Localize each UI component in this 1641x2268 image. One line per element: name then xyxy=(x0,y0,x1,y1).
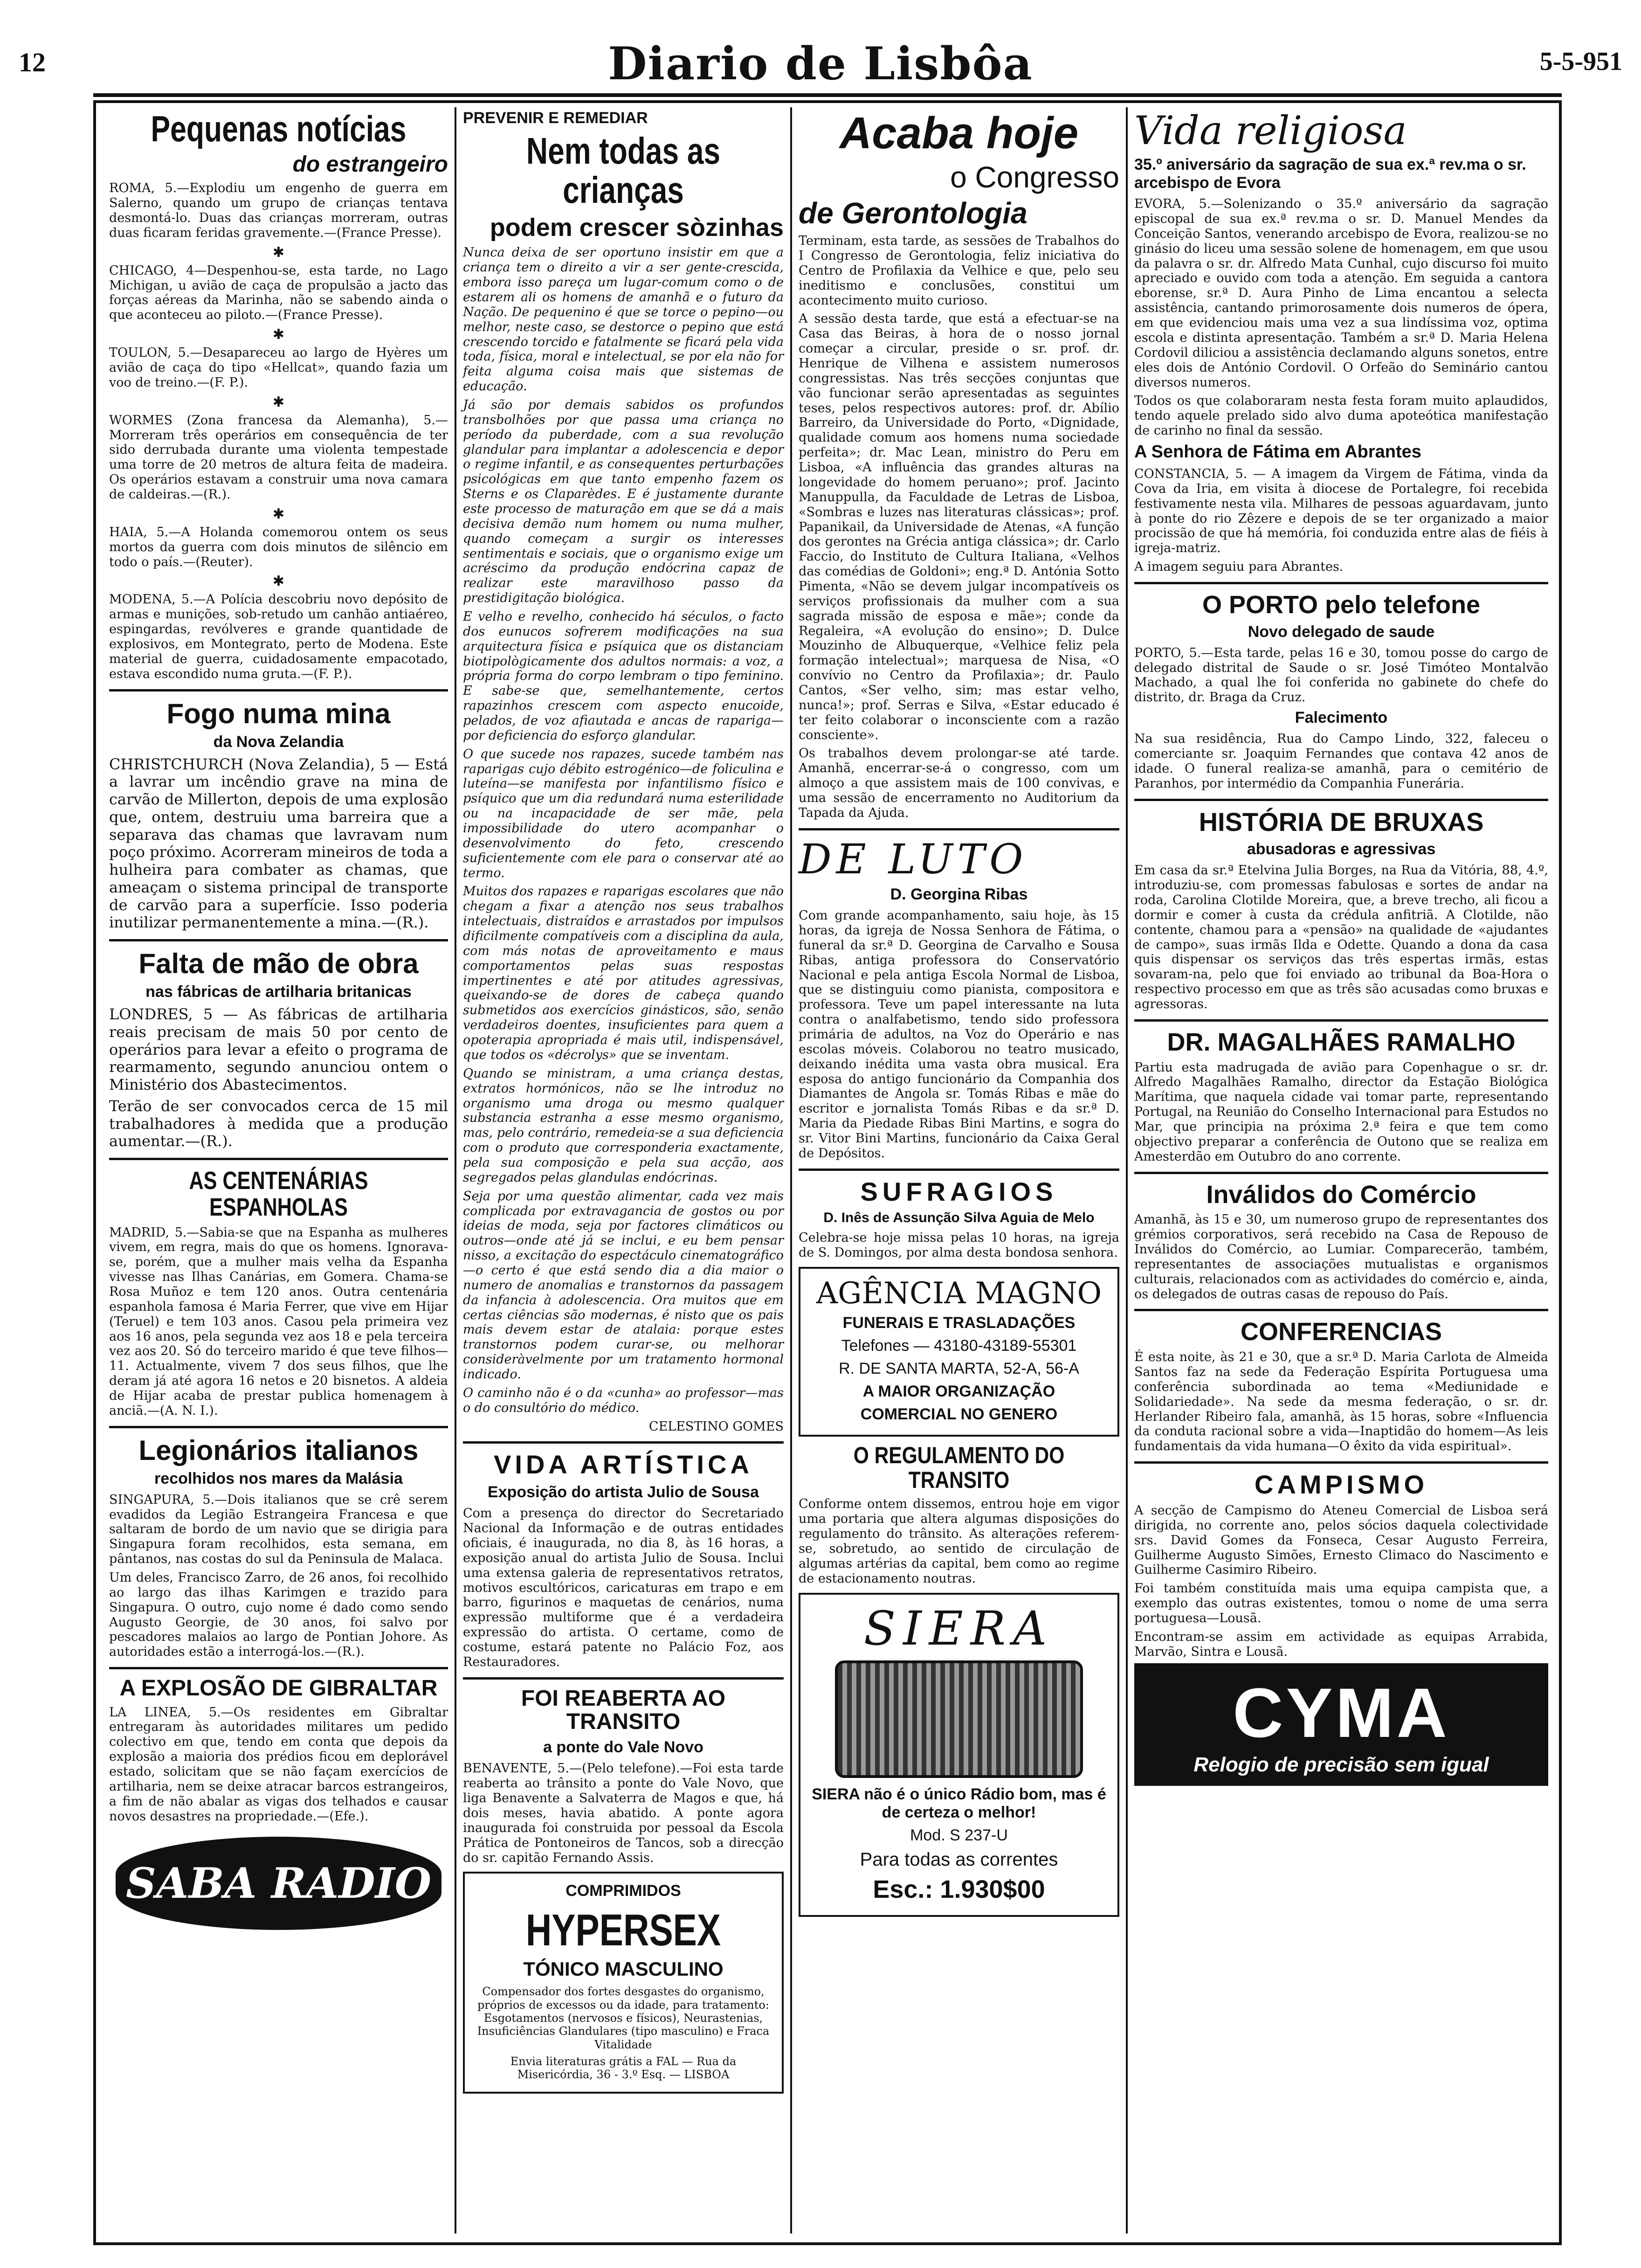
divider xyxy=(109,689,448,691)
headline: Pequenas notícias xyxy=(151,108,407,149)
subheadline: nas fábricas de artilharia britanicas xyxy=(145,983,412,1001)
ad-brand: HYPERSEX xyxy=(525,1905,721,1956)
divider xyxy=(463,1441,784,1444)
subheadline: o Congresso xyxy=(950,160,1119,194)
ad-text: A MAIOR ORGANIZAÇÃO xyxy=(862,1383,1055,1401)
divider xyxy=(1134,1309,1548,1311)
ad-text: SIERA não é o único Rádio bom, mas é de certeza o melhor! xyxy=(812,1785,1106,1821)
article-paragraph: Partiu esta madrugada de avião para Copenhague o sr. dr. Alfredo Magalhães Ramalho, director da Estação Biológica Marítima, que naquela cidade vai tomar parte, representando Portugal, na Reunião do Conselho Internacional para Estudos no Mar, que principia na próxima 2.ª feira e que tem como objectivo preparar a conferência de Outono que se realiza em Amesterdão em Outubro do ano corrente. xyxy=(1134,1060,1548,1164)
ad-text: FUNERAIS E TRASLADAÇÕES xyxy=(842,1314,1076,1332)
subheadline: 35.º aniversário da sagração de sua ex.ª rev.ma o sr. arcebispo de Evora xyxy=(1134,156,1526,192)
article-paragraph: O que sucede nos rapazes, sucede também nas raparigas cujo débito estrogénico—de foliculina e luteína—se manifesta por infantilismo físico e psíquico que um dia redundará numa esterilidade ou na incapacidade de ser mãe, pela impossibilidade do utero acompanhar o desenvolvimento do feto, crescendo suficientemente com ele para o conservar até ao termo. xyxy=(463,747,784,880)
subheadline: da Nova Zelandia xyxy=(213,733,344,751)
saba-radio-ad xyxy=(109,1830,448,1936)
article-paragraph: TOULON, 5.—Desapareceu ao largo de Hyères um avião de caça do tipo «Hellcat», quando fazia um voo de treino.—(F. P.). xyxy=(109,346,448,390)
divider xyxy=(463,1677,784,1680)
article-paragraph: Terminam, esta tarde, as sessões de Trabalhos do I Congresso de Gerontologia, feliz iniciativa do Centro de Profilaxia da Velhice e que, pelo seu ineditismo e conclusões, constitui um acontecimento muito curioso. xyxy=(799,234,1119,308)
headline: DE LUTO xyxy=(799,835,1028,883)
article-paragraph: A sessão desta tarde, que está a efectuar-se na Casa das Beiras, à hora de o nosso jornal começar a circular, preside o sr. prof. dr. Henrique de Vilhena e assistem numerosos congressistas. Nas três secções conjuntas que vão funcionar serão apresentadas as seguintes teses, pelos respectivos autores: prof. dr. Abílio Barreiro, da Universidade do Porto, «Dignidade, qualidade comum aos homens numa sociedade perfeita»; dr. Mac Lean, ministro do Peru em Lisboa, «A influência das grandes alturas na longevidade do homem peruano»; prof. Jacinto Manuppulla, da Faculdade de Letras de Lisboa, «Sombras e luzes nas literaturas clássicas»; prof. Papanikail, da Universidade de Atenas, «A função dos gerontes na Grécia antiga clássica»; dr. Carlo Faccio, do Instituto de Cultura Italiana, «Velhos das comédias de Goldoni»; eng.ª D. Antónia Sotto Pimenta, «Não se devem julgar incompatíveis os serviços profissionais da mulher com a sua sagrada missão de esposa e mãe»; conde da Regaleira, «A evolução do ensino»; D. Dulce Mouzinho de Albuquerque, «Velhice feliz pela formação intelectual»; marquesa de Nisa, «O convívio no Centro da Profilaxia»; dr. Paulo Cantos, «Ser velho, sim; mas estar velho, nunca!»; prof. Serras e Silva, «Estar educado é ter feito colaborar o inconsciente com a razão consciente». xyxy=(799,311,1119,742)
separator-star: ✱ xyxy=(272,573,285,590)
article-paragraph: Muitos dos rapazes e raparigas escolares que não chegam a fixar a atenção nos seus trabalhos intelectuais, distraídos e arrastados por impulsos dificilmente compatíveis com a disciplina da aula, com más notas de aproveitamento e maus comportamentos pelas suas respostas impertinentes e até por atitudes agressivas, queixando-se de dores de cabeça quando submetidos aos exercícios ginásticos, são, senão verdadeiros doentes, insuficientes para quem a opoterapia apropriada é mais util, indispensável, que todos os «décrolys» que se inventam. xyxy=(463,884,784,1062)
article-paragraph: WORMES (Zona francesa da Alemanha), 5.—Morreram três operários em consequência de ter sido derrubada durante uma violenta tempestade uma torre de 20 metros de altura feita de madeira. Os operários estavam a construir uma nova camara de caldeiras.—(R.). xyxy=(109,413,448,502)
subheadline: podem crescer sòzinhas xyxy=(490,213,784,242)
article-paragraph: Conforme ontem dissemos, entrou hoje em vigor uma portaria que altera algumas disposições do regulamento do trânsito. As alterações referem-se, sobretudo, ao sentido de circulação de algumas artérias da capital, bem como ao regime de estacionamento noutras. xyxy=(799,1497,1119,1586)
headline: O PORTO pelo telefone xyxy=(1202,590,1481,619)
masthead xyxy=(19,37,1622,89)
column-3 xyxy=(790,107,1126,2233)
subheadline: recolhidos nos mares da Malásia xyxy=(154,1469,403,1487)
radio-illustration xyxy=(835,1660,1083,1778)
headline: Legionários italianos xyxy=(138,1434,419,1466)
divider xyxy=(109,1158,448,1160)
article-paragraph: Um deles, Francisco Zarro, de 26 anos, foi recolhido ao largo das ilhas Karimgen e trazido para Singapura. O outro, cujo nome é dado como sendo Augusto Georgie, de 30 anos, foi salvo por pescadores malaios ao largo de Pontian Johore. As autoridades estão a interrogá-los.—(R.). xyxy=(109,1570,448,1660)
siera-radio-ad xyxy=(799,1593,1119,1917)
headline: VIDA ARTÍSTICA xyxy=(494,1450,753,1480)
page-number: 12 xyxy=(19,47,46,77)
issue-date: 5-5-951 xyxy=(1539,47,1622,76)
article-paragraph: Encontram-se assim em actividade as equipas Arrabida, Marvão, Sintra e Lousã. xyxy=(1134,1629,1548,1659)
column-4 xyxy=(1126,107,1555,2233)
headline: O REGULAMENTO DO TRANSITO xyxy=(853,1442,1065,1493)
headline: Fogo numa mina xyxy=(166,698,391,729)
cyma-ad xyxy=(1134,1663,1548,1786)
divider xyxy=(1134,799,1548,801)
headline: SUFRAGIOS xyxy=(860,1176,1058,1206)
article-paragraph: Com grande acompanhamento, saiu hoje, às 15 horas, da igreja de Nossa Senhora de Fátima, o funeral da sr.ª D. Georgina de Carvalho e Sousa Ribas, antiga professora do Conservatório Nacional e pela antiga Escola Normal de Lisboa, que se distinguiu como pianista, compositora e professora. Teve um papel interessante na luta contra o analfabetismo, tendo sido professora primária de adultos, na Voz do Operário e nas escolas móveis. Colaborou no teatro musicado, deixando inédita uma vasta obra musical. Era esposa do antigo funcionário da Companhia dos Diamantes de Angola sr. Tomás Ribas e mãe do escritor e jornalista Tomás Ribas e da sr.ª D. Maria da Piedade Ribas Bini Martins, e sogra do sr. Vitor Bini Martins, funcionário da Caixa Geral de Depósitos. xyxy=(799,908,1119,1161)
headline: A Senhora de Fátima em Abrantes xyxy=(1134,442,1421,462)
article-paragraph: Já são por demais sabidos os profundos transbolhões por que passa uma criança no período da puberdade, com a sua revolução glandular para implantar a adolescencia e depor o regime infantil, e as consequentes perturbações psicológicas em que tanto empenho fazem os Sterns e os Claparèdes. E é justamente durante este processo de maturação em que se dá a mais decisiva demão num homem ou numa mulher, quando começam a surgir os interesses sentimentais e sociais, que o organismo exige um acréscimo da produção endócrina capaz de realizar este maravilhoso passo da prestidigitação biológica. xyxy=(463,397,784,606)
article-paragraph: Os trabalhos devem prolongar-se até tarde. Amanhã, encerrar-se-á o congresso, com um almoço a que assistem mais de 100 convivas, e uma sessão de encerramento no Auditorium da Tapada da Ajuda. xyxy=(799,746,1119,820)
divider xyxy=(799,1169,1119,1171)
article-paragraph: Em casa da sr.ª Etelvina Julia Borges, na Rua da Vitória, 88, 4.º, introduziu-se, com promessas fabulosas e sortes de andar na roda, Carolina Clotilde Moreira, que, a breve trecho, ali ficou a dormir e comer à custa da crédula anfitriã. A Clotilde, não contente, chamou para a «pensão» na qualidade de «ajudantes de campo», suas irmãs Ilda e Odette. Quando a dona da casa quis dispensar os serviços das três espertas irmãs, estas sovaram-na, pelo que foi enviado ao tribunal da Boa-Hora o respectivo processo em que as três são acusadas como bruxas e agressoras. xyxy=(1134,863,1548,1012)
article-paragraph: HAIA, 5.—A Holanda comemorou ontem os seus mortos da guerra com dois minutos de silêncio em todo o país.—(Reuter). xyxy=(109,525,448,569)
ad-text: Telefones — 43180-43189-55301 xyxy=(841,1337,1077,1355)
ad-text: COMERCIAL NO GENERO xyxy=(860,1405,1058,1424)
subheadline: a ponte do Vale Novo xyxy=(543,1738,703,1756)
article-paragraph: MADRID, 5.—Sabia-se que na Espanha as mulheres vivem, em regra, mais do que os homens. Ignorava-se, porém, que a mulher mais velha da Espanha vivesse nas Ilhas Canárias, em Gomera. Chama-se Rosa Muñoz e tem 120 anos. Outra centenária espanhola famosa é Maria Ferrer, que vive em Hijar (Teruel) e tem 103 anos. Casou pela primeira vez aos 16 anos, pela segunda vez aos 18 e pela terceira vez aos 20. Só do terceiro marido é que teve filhos—11. Actualmente, vivem 7 dos seus filhos, que lhe deram já até agora 16 netos e 20 bisnetos. A aldeia de Hijar acaba de prestar publica homenagem à anciã.—(A. N. I.). xyxy=(109,1225,448,1418)
agencia-magno-ad xyxy=(799,1267,1119,1437)
ad-brand: AGÊNCIA MAGNO xyxy=(816,1276,1102,1311)
ad-text: Mod. S 237-U xyxy=(910,1826,1008,1844)
article-paragraph: BENAVENTE, 5.—(Pelo telefone).—Foi esta tarde reaberta ao trânsito a ponte do Vale Novo, que liga Benavente a Salvaterra de Magos e que, há dois meses, havia abatido. A ponte agora inaugurada foi construida por pessoal da Escola Prática de Pontoneiros de Tancos, sob a direcção do sr. capitão Fernando Assis. xyxy=(463,1761,784,1865)
divider xyxy=(1134,1461,1548,1464)
headline: DR. MAGALHÃES RAMALHO xyxy=(1167,1028,1516,1056)
article-paragraph: ROMA, 5.—Explodiu um engenho de guerra em Salerno, quando um grupo de crianças tentava desmontá-lo. Duas das crianças morreram, outras duas ficaram feridas gravemente.—(France Presse). xyxy=(109,181,448,240)
saba-logo: SABA RADIO xyxy=(116,1837,441,1930)
divider xyxy=(109,939,448,941)
signature: CELESTINO GOMES xyxy=(648,1419,784,1434)
subheadline: Novo delegado de saude xyxy=(1248,622,1435,641)
headline: Inválidos do Comércio xyxy=(1206,1180,1476,1209)
article-paragraph: O caminho não é o da «cunha» ao professor—mas o do consultório do médico. xyxy=(463,1385,784,1415)
ad-text: COMPRIMIDOS xyxy=(565,1882,681,1900)
ad-text: Compensador dos fortes desgastes do organismo, próprios de excessos ou da idade, para tratamento: Esgotamentos (nervosos e físicos), Neurastenias, Insuficiências Glandulares (tipo masculino) e Fraca Vitalidade xyxy=(477,1985,770,2051)
divider xyxy=(1134,582,1548,584)
headline: Vida religiosa xyxy=(1134,108,1407,153)
headline: HISTÓRIA DE BRUXAS xyxy=(1199,807,1484,837)
hypersex-ad xyxy=(463,1872,784,2093)
headline: CAMPISMO xyxy=(1255,1470,1428,1500)
article-paragraph: PORTO, 5.—Esta tarde, pelas 16 e 30, tomou posse do cargo de delegado distrital de Saude o sr. José Timóteo Montalvão Machado, a qual lhe foi conferida no gabinete do chefe do distrito, dr. Braga da Cruz. xyxy=(1134,645,1548,705)
separator-star: ✱ xyxy=(272,244,285,261)
subheadline: de Gerontologia xyxy=(799,196,1027,230)
article-paragraph: CHICAGO, 4—Despenhou-se, esta tarde, no Lago Michigan, u avião de caça de propulsão a jacto das forças aéreas da Marinha, não se sabendo ainda o que aconteceu ao piloto.—(France Presse). xyxy=(109,263,448,323)
ad-text: Para todas as correntes xyxy=(860,1849,1058,1870)
article-paragraph: Todos os que colaboraram nesta festa foram muito aplaudidos, tendo aquele prelado sido alvo duma apoteótica manifestação de carinho no final da sessão. xyxy=(1134,394,1548,438)
headline: FOI REABERTA AO TRANSITO xyxy=(521,1686,726,1735)
subheadline: Falecimento xyxy=(1295,709,1388,727)
headline: Nem todas as crianças xyxy=(526,130,721,211)
article-paragraph: Com a presença do director do Secretariado Nacional da Informação e de outras entidades oficiais, é inaugurada, no dia 8, às 16 horas, a exposição anual do artista Julio de Sousa. Inclui uma extensa galeria de representativos retratos, motivos escultóricos, caricaturas em trapo e em barro, figurinos e maquetas de cenários, numa expressão multiforme que é a verdadeira expressão do artista. O certame, como de costume, estará patente no Palácio Foz, aos Restauradores. xyxy=(463,1506,784,1669)
separator-star: ✱ xyxy=(272,505,285,522)
subheadline: Exposição do artista Julio de Sousa xyxy=(488,1483,759,1501)
divider xyxy=(109,1426,448,1428)
headline: CONFERENCIAS xyxy=(1240,1318,1442,1346)
article-paragraph: Na sua residência, Rua do Campo Lindo, 322, faleceu o comerciante sr. Joaquim Fernandes que contava 42 anos de idade. O funeral realiza-se amanhã, para o cemitério de Paranhos, por intermédio da Companhia Funerária. xyxy=(1134,732,1548,791)
divider xyxy=(1134,1172,1548,1174)
kicker: PREVENIR E REMEDIAR xyxy=(463,109,648,127)
ad-price: Esc.: 1.930$00 xyxy=(873,1875,1045,1903)
ad-text: TÓNICO MASCULINO xyxy=(523,1958,724,1980)
article-paragraph: CHRISTCHURCH (Nova Zelandia), 5 — Está a lavrar um incêndio grave na mina de carvão de Millerton, depois de uma explosão que, ontem, destruiu uma barreira que a separava das chamas que lavravam num poço próximo. Acorreram mineiros de toda a hulheira para combater as chamas, que ameaçam o sistema principal de transporte de carvão para a superfície. Isso poderia inutilizar permanentemente a mina.—(R.). xyxy=(109,755,448,932)
subheadline: D. Inês de Assunção Silva Aguia de Melo xyxy=(823,1210,1095,1226)
article-paragraph: SINGAPURA, 5.—Dois italianos que se crê serem evadidos da Legião Estrangeira Francesa e que saltaram de bordo de um navio que se dirigia para Singapura foram recolhidos, esta semana, em pântanos, nas costas do sul da Peninsula de Malaca. xyxy=(109,1492,448,1567)
newspaper-title: Diario de Lisbôa xyxy=(608,37,1033,90)
column-1 xyxy=(103,107,455,2233)
article-paragraph: A secção de Campismo do Ateneu Comercial de Lisboa será dirigida, no corrente ano, pelos sócios daquela colectividade srs. David Gomes da Fonseca, Cesar Augusto Ferreira, Guilherme Augusto Simões, Ernesto Climaco do Nascimento e Guilherme Casimiro Ribeiro. xyxy=(1134,1503,1548,1577)
separator-star: ✱ xyxy=(272,394,285,410)
subheadline: abusadoras e agressivas xyxy=(1247,840,1436,858)
article-paragraph: Seja por uma questão alimentar, cada vez mais complicada por extravagancia de gostos ou por ideias de moda, seja por factores climáticos ou outros—onde até já se inclui, e eu bem pensar nisso, a excitação do espectáculo cinematográfico—o certo é que está sendo dia a dia maior o numero de anomalias e transtornos da passagem da infancia à adolescencia. Ora muitos que em certas ciências são modernas, é nisto que os pais mais devem estar de atalaia: porque estes transtornos podem curar-se, ou melhorar consideràvelmente por um tratamento hormonal indicado. xyxy=(463,1189,784,1382)
article-paragraph: É esta noite, às 21 e 30, que a sr.ª D. Maria Carlota de Almeida Santos faz na sede da Federação Espírita Portuguesa uma conferência subordinada ao tema «Mediunidade e Solidariedade». Na sede da mesma federação, o sr. dr. Herlander Ribeiro fala, amanhã, às 15 horas, sobre «Influencia da conduta racional sobre a vida—Inaptidão do homem—As leis fundamentais da vida humana—O êxito da vida espiritual». xyxy=(1134,1350,1548,1454)
article-paragraph: E velho e revelho, conhecido há séculos, o facto dos eunucos sofrerem modificações na sua arquitectura física e psíquica que os distanciam biotipològicamente dos adultos normais: a voz, a própria forma do corpo lembram o tipo feminino. E sabe-se que, semelhantemente, certos rapazinhos crescem com aspecto enucoide, pelados, de voz afiautada e ancas de rapariga—por deficiencia do esforço glandular. xyxy=(463,609,784,743)
article-paragraph: Nunca deixa de ser oportuno insistir em que a criança tem o direito a vir a ser gente-crescida, embora isso pareça um lugar-comum como o de estarem ali os homens de amanhã e o futuro da Nação. De pequenino é que se torce o pepino—ou melhor, neste caso, se destorce o pepino que está crescendo torcido e fatalmente se ficará pela vida toda, física, moral e intelectual, se por ela não for feita alguma coisa mais que sistemas de educação. xyxy=(463,245,784,394)
article-paragraph: CONSTANCIA, 5. — A imagem da Virgem de Fátima, vinda da Cova da Iria, em visita à diocese de Portalegre, foi recebida festivamente nesta vila. Milhares de pessoas aguardavam, junto à ponte do rio Zêzere e depois de se ter organizado a maior procissão de que há memória, foi conduzida entre alas de fiéis à igreja-matriz. xyxy=(1134,466,1548,556)
divider xyxy=(109,1667,448,1669)
article-paragraph: Terão de ser convocados cerca de 15 mil trabalhadores à medida que a produção aumentar.—(R.). xyxy=(109,1097,448,1150)
article-paragraph: EVORA, 5.—Solenizando o 35.º aniversário da sagração episcopal de sua ex.ª rev.ma o sr. D. Manuel Mendes da Conceição Santos, venerando arcebispo de Evora, realizou-se no ginásio do liceu uma sessão solene de homenagem, em que usou da palavra o sr. dr. Alfredo Mata Cunhal, cujo discurso foi muito apreciado e ouvido com toda a atenção. Em seguida a cantora eborense, sr.ª D. Aura Pinho de Lima encantou a selecta assistência, cantando primorosamente dois numeros de ópera, em que evidenciou mais uma vez a sua lindíssima voz, optima escola e distinta apresentação. Também a sr.ª D. Maria Helena Cordovil diliciou a assistência declamando alguns sonetos, entre eles dois de António Cordovil. O Orfeão do Seminário cantou diversos numeros. xyxy=(1134,197,1548,390)
headline: Acaba hoje xyxy=(839,108,1079,158)
article-paragraph: Celebra-se hoje missa pelas 10 horas, na igreja de S. Domingos, por alma desta bondosa senhora. xyxy=(799,1231,1119,1260)
subheadline: D. Georgina Ribas xyxy=(890,885,1028,904)
article-paragraph: MODENA, 5.—A Polícia descobriu novo depósito de armas e munições, sob-retudo um canhão antiaéreo, espingardas, revólveres e grande quantidade de explosivos, em Montegrato, perto de Modena. Este material de guerra, cuidadosamente empacotado, estava escondido numa gruta.—(F. P.). xyxy=(109,592,448,681)
separator-star: ✱ xyxy=(272,326,285,343)
article-paragraph: A imagem seguiu para Abrantes. xyxy=(1134,560,1344,574)
article-paragraph: Quando se ministram, a uma criança destas, extratos hormónicos, não se lhe introduz no organismo uma droga ou mesmo qualquer substancia estranha a esse mesmo organismo, mas, pelo contrário, remedeia-se a sua deficiencia com o produto que corresponderia exactamente, pela sua composição e pela sua acção, aos segregados pelas glandulas endócrinas. xyxy=(463,1066,784,1185)
divider xyxy=(799,828,1119,830)
top-rule xyxy=(93,93,1562,97)
headline: AS CENTENÁRIAS ESPANHOLAS xyxy=(189,1167,368,1221)
article-paragraph: LONDRES, 5 — As fábricas de artilharia reais precisam de mais 50 por cento de operários para levar a efeito o programa de rearmamento, segundo anunciou ontem o Ministério dos Abastecimentos. xyxy=(109,1005,448,1094)
ad-brand: SIERA xyxy=(863,1601,1055,1656)
article-paragraph: Amanhã, às 15 e 30, um numeroso grupo de representantes dos grémios corporativos, será recebido na Casa de Repouso de Inválidos do Comércio, ao Lumiar. Comparecerão, também, representantes de associações mutualistas e organismos culturais, relacionados com as actividades do comércio e, ainda, os delegados de outras casas de repouso do País. xyxy=(1134,1212,1548,1301)
divider xyxy=(1134,1019,1548,1022)
ad-text: Relogio de precisão sem igual xyxy=(1193,1753,1489,1776)
column-2 xyxy=(455,107,790,2233)
subheadline: do estrangeiro xyxy=(292,152,448,177)
headline: A EXPLOSÃO DE GIBRALTAR xyxy=(119,1676,438,1701)
article-paragraph: LA LINEA, 5.—Os residentes em Gibraltar entregaram às autoridades militares um pedido colectivo em que, tendo em conta que depois da explosão a maioria dos prédios ficou em deplorável estado, solicitam que se não façam exercícios de artilharia, nem se deixe atracar barcos estrangeiros, a fim de não abalar as vigas dos telhados e causar novos desastres na propriedade.—(Efe.). xyxy=(109,1705,448,1824)
ad-text: R. DE SANTA MARTA, 52-A, 56-A xyxy=(839,1360,1079,1378)
ad-brand: CYMA xyxy=(1233,1673,1450,1752)
article-paragraph: Foi também constituída mais uma equipa campista que, a exemplo das outras existentes, tomou o nome de uma serra portuguesa—Lousã. xyxy=(1134,1581,1548,1625)
headline: Falta de mão de obra xyxy=(138,948,419,980)
ad-text: Envia literaturas grátis a FAL — Rua da Misericórdia, 36 - 3.º Esq. — LISBOA xyxy=(510,2055,737,2081)
